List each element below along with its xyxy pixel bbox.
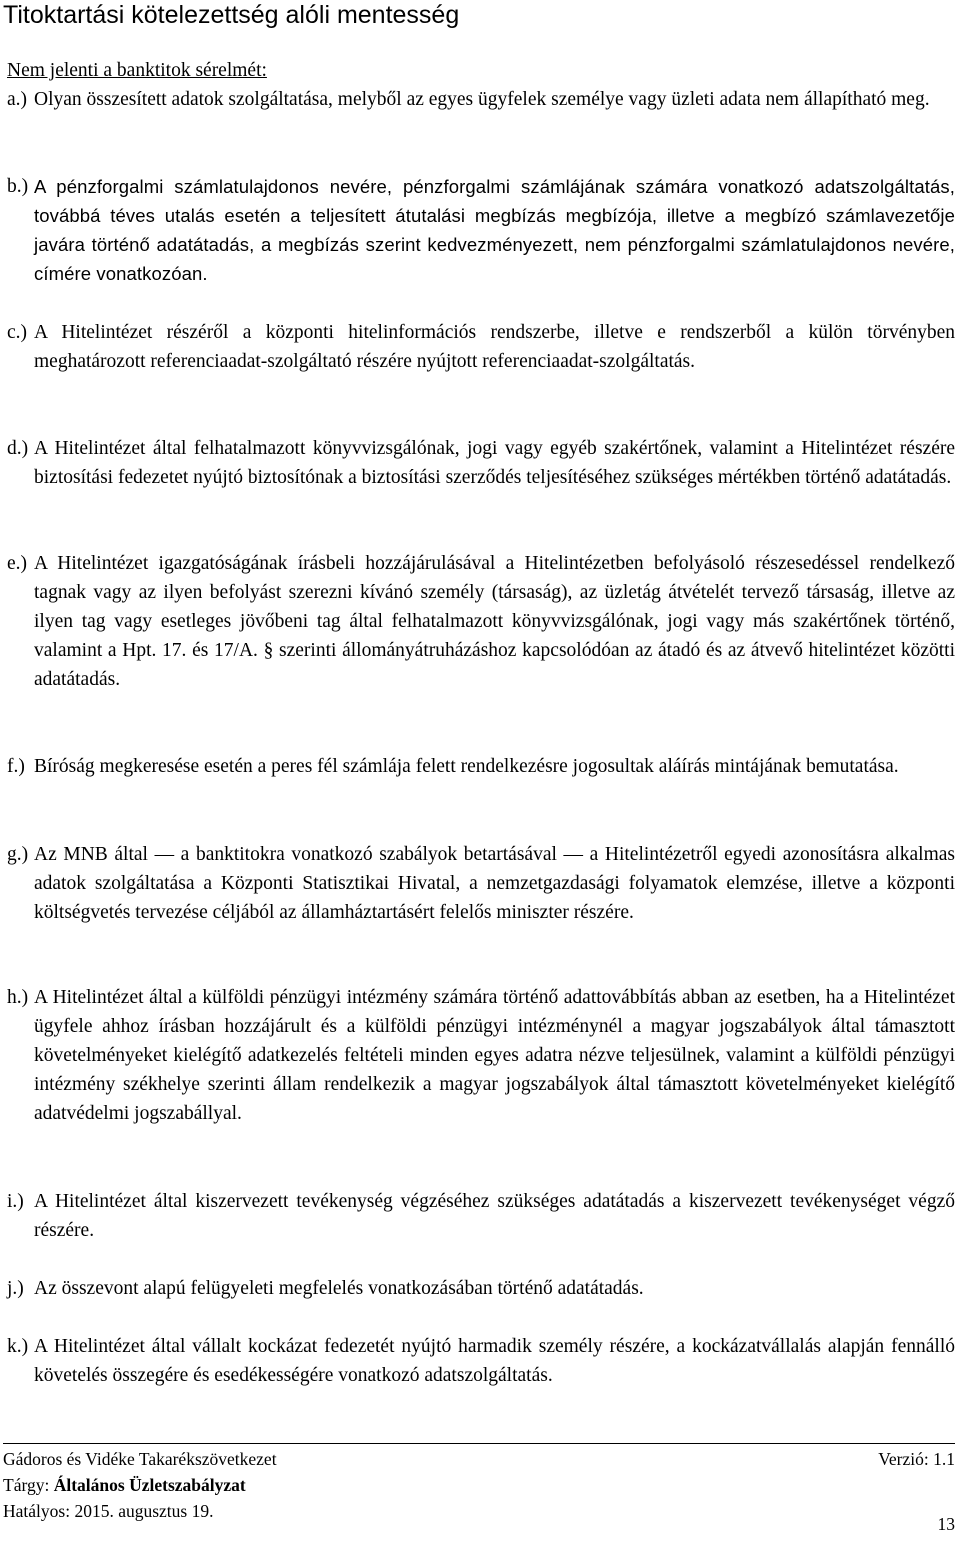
list-item-text: A Hitelintézet által felhatalmazott könyvvizsgálónak, jogi vagy egyéb szakértőnek, valamint a Hitelintézet részére biztosítási fedezetet nyújtó biztosítónak a biztosítási szerződés teljesítéséhez szükséges mértékben történő adatátadás. xyxy=(34,438,955,488)
list-item-text: A Hitelintézet igazgatóságának írásbeli hozzájárulásával a Hitelintézetben befolyásoló részesedéssel rendelkező tagnak vagy az ilyen befolyást szerezni kívánó személy (társaság), az üzletág átvételét tervező társaság, illetve az ilyen tag vagy esetleges jövőbeni tag által felhatalmazott könyvvizsgálónak, jogi vagy más szakértőnek történő, valamint a Hpt. 17. és 17/A. § szerinti állományátruházáshoz kapcsolódóan az átadó és az átvevő hitelintézet közötti adatátadás. xyxy=(34,553,955,690)
list-item-label: a.) xyxy=(7,89,28,110)
list-item-text: Bíróság megkeresése esetén a peres fél számlája felett rendelkezésre jogosultak aláírás mintájának bemutatása. xyxy=(34,756,899,777)
page-title: Titoktartási kötelezettség alóli mentesség xyxy=(3,1,460,29)
intro-block xyxy=(7,56,955,114)
list-item-h xyxy=(7,983,955,1128)
list-item-a xyxy=(7,85,955,114)
list-item-text: Az MNB által — a banktitokra vonatkozó szabályok betartásával — a Hitelintézetről egyedi azonosításra alkalmas adatok szolgáltatása a Központi Statisztikai Hivatal, a nemzetgazdasági folyamatok elemzése, illetve a központi költségvetés tervezése céljából az államháztartásért felelős miniszter részére. xyxy=(34,844,955,923)
list-item-b xyxy=(7,172,955,288)
list-item-text: A Hitelintézet részéről a központi hitelinformációs rendszerbe, illetve e rendszerből a külön törvényben meghatározott referenciaadat-szolgáltató részére nyújtott referenciaadat-szolgáltatás. xyxy=(34,322,955,372)
footer-subject-prefix: Tárgy: xyxy=(3,1475,54,1495)
footer-subject xyxy=(3,1472,277,1498)
list-item-text: Olyan összesített adatok szolgáltatása, melyből az egyes ügyfelek személye vagy üzleti adata nem állapítható meg. xyxy=(34,89,930,110)
list-item-text: Az összevont alapú felügyeleti megfelelés vonatkozásában történő adatátadás. xyxy=(34,1278,644,1299)
list-item-g xyxy=(7,840,955,927)
list-item-label: h.) xyxy=(7,987,29,1008)
list-item-e xyxy=(7,549,955,694)
list-item-j xyxy=(7,1274,955,1303)
list-item-label: d.) xyxy=(7,438,29,459)
intro-heading: Nem jelenti a banktitok sérelmét: xyxy=(7,60,267,81)
list-item-label: c.) xyxy=(7,322,28,343)
list-item-k xyxy=(7,1332,955,1390)
list-item-text: A Hitelintézet által kiszervezett tevékenység végzéséhez szükséges adatátadás a kiszervezett tevékenységet végző részére. xyxy=(34,1191,955,1241)
list-item-label: i.) xyxy=(7,1191,24,1212)
list-item-d xyxy=(7,434,955,492)
list-item-label: k.) xyxy=(7,1336,29,1357)
list-item-label: e.) xyxy=(7,553,28,574)
footer-effective-date: Hatályos: 2015. augusztus 19. xyxy=(3,1501,214,1521)
page-number: 13 xyxy=(937,1514,955,1534)
list-item-label: b.) xyxy=(7,176,29,197)
list-item-f xyxy=(7,752,955,781)
footer-company: Gádoros és Vidéke Takarékszövetkezet xyxy=(3,1449,277,1469)
list-item-c xyxy=(7,318,955,376)
footer-version: Verzió: 1.1 xyxy=(878,1449,955,1469)
list-item-text: A Hitelintézet által a külföldi pénzügyi intézmény számára történő adattovábbítás abban az esetben, ha a Hitelintézet ügyfele ahhoz írásban hozzájárult és a külföldi pénzügyi intézménynél a magyar jogszabályok által támasztott követelményeket kielégítő adatkezelés feltételi minden egyes adatra nézve teljesülnek, valamint a külföldi pénzügyi intézmény székhelye szerinti állam rendelkezik a magyar jogszabályok által támasztott követelményeket kielégítő adatvédelmi jogszabállyal. xyxy=(34,987,955,1124)
list-item-label: g.) xyxy=(7,844,29,865)
list-item-label: j.) xyxy=(7,1278,24,1299)
list-item-i xyxy=(7,1187,955,1245)
list-item-text: A Hitelintézet által vállalt kockázat fedezetét nyújtó harmadik személy részére, a kockázatvállalás alapján fennálló követelés összegére és esedékességére vonatkozó adatszolgáltatás. xyxy=(34,1336,955,1386)
footer-divider xyxy=(3,1443,955,1444)
list-item-text: A pénzforgalmi számlatulajdonos nevére, pénzforgalmi számlájának számára vonatkozó adatszolgáltatás, továbbá téves utalás esetén a teljesített átutalási megbízás megbízója, illetve a megbízó számlavezetője javára történő adatátadás, a megbízás szerint kedvezményezett, nem pénzforgalmi számlatulajdonos nevére, címére vonatkozóan. xyxy=(34,176,955,284)
list-item-label: f.) xyxy=(7,756,25,777)
footer-subject-value: Általános Üzletszabályzat xyxy=(53,1475,246,1495)
footer-info xyxy=(3,1446,277,1524)
